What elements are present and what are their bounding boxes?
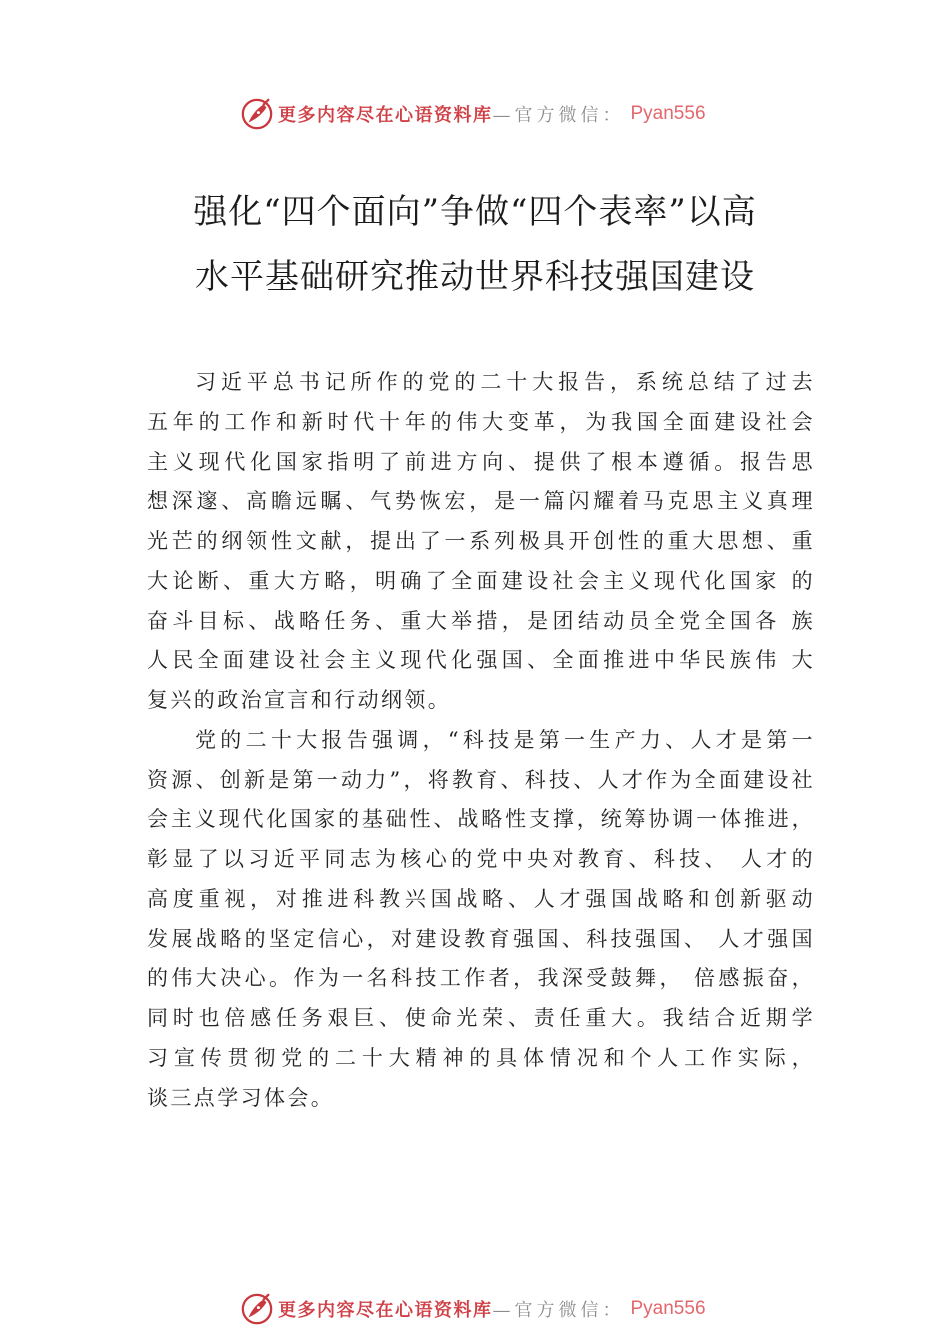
header-watermark <box>240 96 706 132</box>
paragraph-line: 主义现代化国家指明了前进方向、提供了根本遵循。报告思 <box>147 449 815 474</box>
paragraph-line: 会主义现代化国家的基础性、战略性支撑，统筹协调一体推进， <box>147 807 815 832</box>
watermark-wechat-label: —官方微信： <box>492 105 625 126</box>
paragraph-line: 复兴的政治宣言和行动纲领。 <box>147 688 452 712</box>
watermark-brand-text: 更多内容尽在心语资料库 <box>278 105 493 126</box>
paragraph-line: 想深邃、高瞻远瞩、气势恢宏，是一篇闪耀着马克思主义真理 <box>147 489 815 514</box>
paragraph-line: 大论断、重大方略，明确了全面建设社会主义现代化国家 的 <box>147 568 815 593</box>
paragraph-2 <box>147 721 815 1119</box>
paragraph-line: 习近平总书记所作的党的二十大报告，系统总结了过去 <box>195 370 815 394</box>
paragraph-line: 党的二十大报告强调，“科技是第一生产力、人才是第一 <box>195 727 815 752</box>
title-line: 强化“四个面向”争做“四个表率”以高 <box>193 192 757 232</box>
pen-logo-icon <box>240 1292 274 1326</box>
paragraph-line: 高度重视，对推进科教兴国战略、人才强国战略和创新驱动 <box>147 886 815 911</box>
paragraph-line: 奋斗目标、战略任务、重大举措，是团结动员全党全国各 族 <box>147 608 815 633</box>
paragraph-line: 人民全面建设社会主义现代化强国、全面推进中华民族伟 大 <box>147 648 815 673</box>
pen-logo-icon <box>240 97 274 131</box>
paragraph-1 <box>147 363 815 721</box>
paragraph-line: 五年的工作和新时代十年的伟大变革，为我国全面建设社会 <box>147 409 815 434</box>
paragraph-line: 同时也倍感任务艰巨、使命光荣、责任重大。我结合近期学 <box>147 1006 815 1030</box>
document-body <box>147 363 815 1118</box>
title-line: 水平基础研究推动世界科技强国建设 <box>195 257 755 297</box>
paragraph-line: 习宣传贯彻党的二十大精神的具体情况和个人工作实际， <box>147 1045 815 1070</box>
paragraph-line: 谈三点学习体会。 <box>147 1085 335 1110</box>
footer-watermark <box>240 1291 706 1327</box>
watermark-wechat-id: Pyan556 <box>630 1298 706 1319</box>
paragraph-line: 发展战略的坚定信心，对建设教育强国、科技强国、 人才强国 <box>147 926 815 951</box>
paragraph-line: 光芒的纲领性文献，提出了一系列极具开创性的重大思想、重 <box>147 529 815 553</box>
document-title <box>0 180 950 310</box>
paragraph-line: 资源、创新是第一动力”，将教育、科技、人才作为全面建设社 <box>147 767 815 792</box>
watermark-wechat-label: —官方微信： <box>492 1300 625 1321</box>
paragraph-line: 彰显了以习近平同志为核心的党中央对教育、科技、 人才的 <box>147 847 815 871</box>
watermark-brand-text: 更多内容尽在心语资料库 <box>278 1300 493 1321</box>
paragraph-line: 的伟大决心。作为一名科技工作者，我深受鼓舞， 倍感振奋， <box>147 966 815 991</box>
watermark-wechat-id: Pyan556 <box>630 103 706 124</box>
